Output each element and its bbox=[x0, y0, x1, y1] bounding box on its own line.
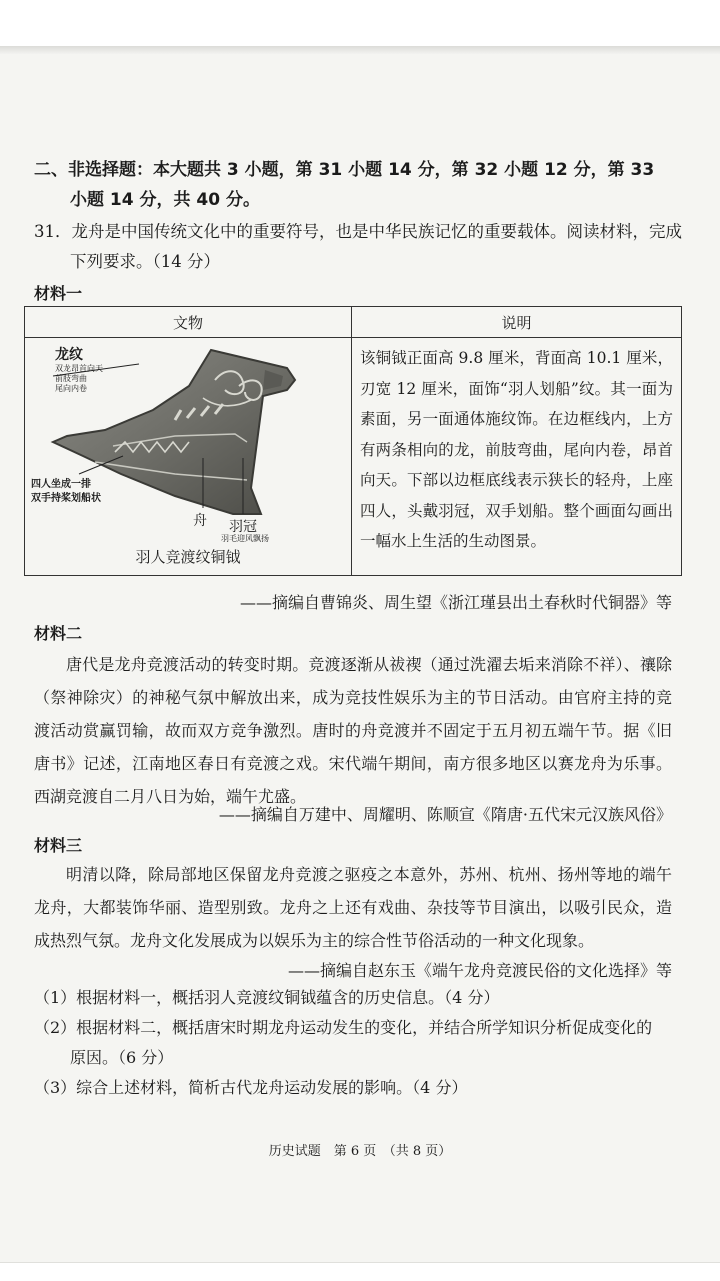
question-31-line1: 31．龙舟是中国传统文化中的重要符号，也是中华民族记忆的重要载体。阅读材料，完成 bbox=[34, 222, 682, 241]
sub-question-1: （1）根据材料一，概括羽人竞渡纹铜钺蕴含的历史信息。（4 分） bbox=[34, 988, 500, 1007]
material2-title: 材料二 bbox=[34, 624, 83, 643]
label-dragon-note2: 前肢弯曲 bbox=[55, 374, 87, 383]
label-dragon-note3: 尾向内卷 bbox=[55, 384, 87, 393]
material3-source: ——摘编自赵东玉《端午龙舟竞渡民俗的文化选择》等 bbox=[287, 961, 672, 980]
artifact-image-cell bbox=[25, 338, 352, 576]
label-people-row: 四人坐成一排 bbox=[31, 479, 91, 490]
material1-table bbox=[24, 306, 682, 576]
material3-title: 材料三 bbox=[34, 836, 83, 855]
label-dragon-note1: 双龙昂首向天 bbox=[55, 364, 103, 373]
table-header-artifact: 文物 bbox=[25, 307, 352, 338]
label-feather-note: 羽毛迎风飘扬 bbox=[221, 534, 269, 543]
exam-page bbox=[0, 54, 720, 1262]
section-heading-line1: 二、非选择题：本大题共 3 小题，第 31 小题 14 分，第 32 小题 12 分，第 33 bbox=[34, 160, 655, 180]
top-bar bbox=[0, 0, 720, 47]
material3-text: 明清以降，除局部地区保留龙舟竞渡之驱疫之本意外，苏州、杭州、扬州等地的端午龙舟，大都装饰华丽、造型别致。龙舟之上还有戏曲、杂技等节目演出，以吸引民众，造成热烈气氛。龙舟文化发展成为以娱乐为主的综合性节俗活动的一种文化现象。 bbox=[34, 865, 672, 950]
sub-question-2-line2: 原因。（6 分） bbox=[70, 1048, 174, 1067]
sub-question-2-line1: （2）根据材料二，概括唐宋时期龙舟运动发生的变化，并结合所学知识分析促成变化的 bbox=[34, 1018, 653, 1037]
bottom-bar bbox=[0, 1262, 720, 1281]
page-footer: 历史试题 第 6 页 （共 8 页） bbox=[268, 1144, 452, 1159]
material1-title: 材料一 bbox=[34, 284, 83, 303]
material1-source: ——摘编自曹锦炎、周生望《浙江瑾县出土春秋时代铜器》等 bbox=[239, 593, 672, 612]
section-heading-line2: 小题 14 分，共 40 分。 bbox=[70, 190, 260, 210]
label-people-paddle: 双手持桨划船状 bbox=[31, 493, 101, 504]
artifact-description: 该铜钺正面高 9.8 厘米，背面高 10.1 厘米，刃宽 12 厘米，面饰“羽人划船”纹。其一面为素面，另一面通体施纹饰。在边框线内，上方有两条相向的龙，前肢弯曲，尾向内卷，昂首向天。下部以边框底线表示狭长的轻舟，上座四人，头戴羽冠，双手划船。整个画面勾画出一幅水上生活的生动图景。 bbox=[352, 338, 682, 576]
sub-question-3: （3）综合上述材料，简析古代龙舟运动发展的影响。（4 分） bbox=[34, 1078, 468, 1097]
label-boat: 舟 bbox=[193, 513, 207, 529]
material2-source: ——摘编自万建中、周耀明、陈顺宣《隋唐·五代宋元汉族风俗》 bbox=[218, 805, 672, 824]
label-feather-crown: 羽冠 bbox=[229, 519, 257, 535]
artifact-caption: 羽人竞渡纹铜钺 bbox=[135, 548, 241, 566]
label-dragon: 龙纹 bbox=[55, 347, 83, 363]
question-31-line2: 下列要求。（14 分） bbox=[70, 252, 220, 271]
top-bar-shadow bbox=[0, 46, 720, 54]
material2-text: 唐代是龙舟竞渡活动的转变时期。竞渡逐渐从祓禊（通过洗濯去垢来消除不祥）、禳除（祭神除灾）的神秘气氛中解放出来，成为竞技性娱乐为主的节日活动。由官府主持的竞渡活动赏赢罚输，故而双方竞争激烈。唐时的舟竞渡并不固定于五月初五端午节。据《旧唐书》记述，江南地区春日有竞渡之戏。宋代端午期间，南方很多地区以赛龙舟为乐事。西湖竞渡自二月八日为始，端午尤盛。 bbox=[34, 655, 672, 806]
table-header-description: 说明 bbox=[352, 307, 682, 338]
